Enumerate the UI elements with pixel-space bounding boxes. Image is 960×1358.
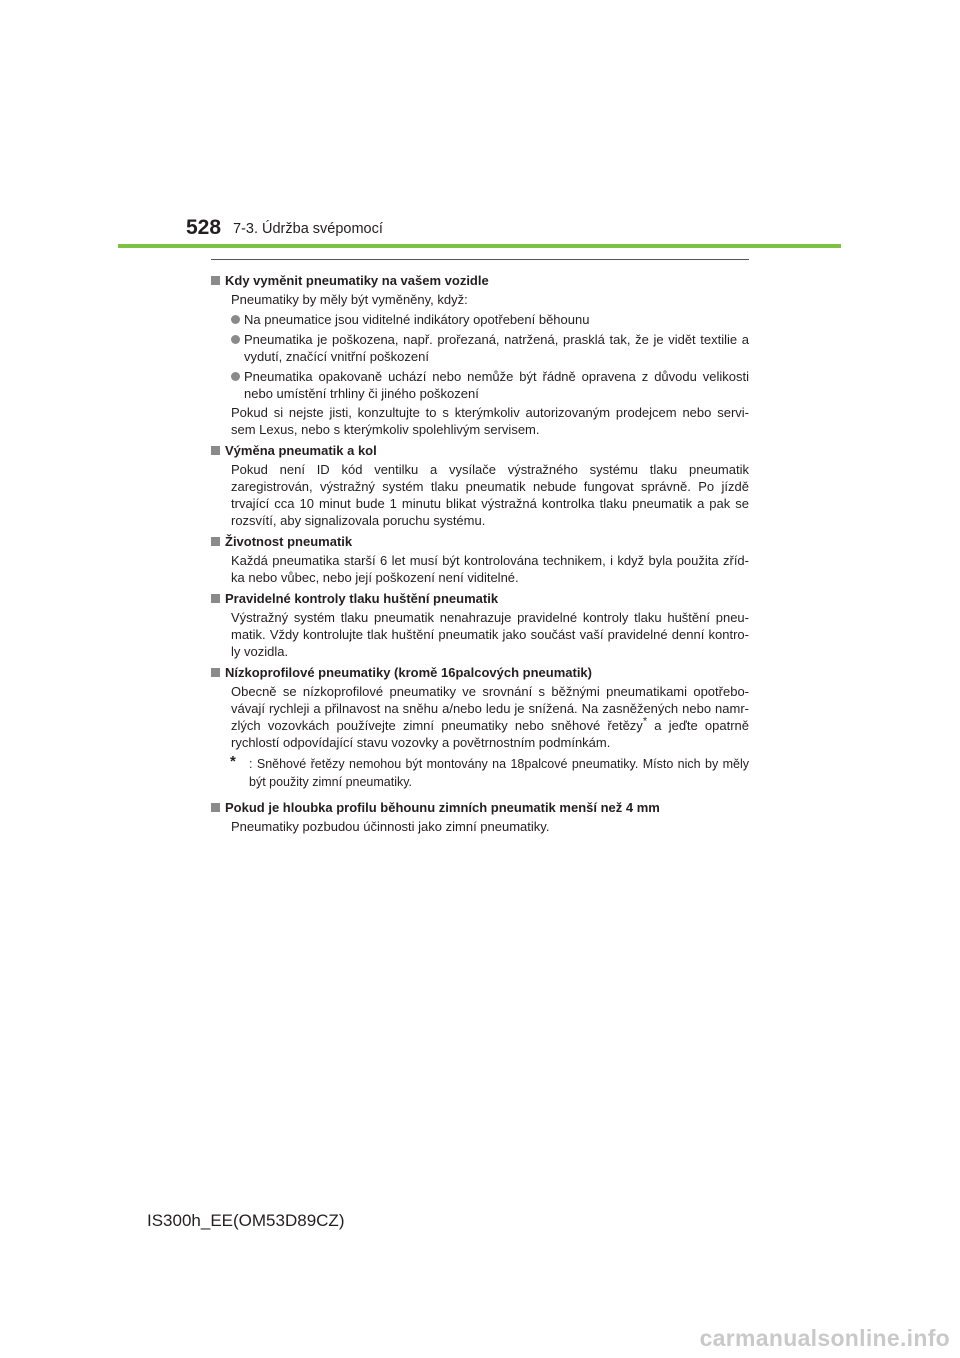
content-divider xyxy=(211,259,749,260)
section-text: Každá pneumatika starší 6 let musí být kontrolována technikem, i když byla použita zříd-ka nebo vůbec, nebo její poškození není viditelné. xyxy=(231,553,749,585)
section-outro: Pokud si nejste jisti, konzultujte to s kterýmkoliv autorizovaným prodejcem nebo servi-sem Lexus, nebo s kterýmkoliv spolehlivým servisem. xyxy=(231,405,749,437)
section-tire-wheel-replacement xyxy=(211,442,749,529)
section-heading: Nízkoprofilové pneumatiky (kromě 16palcových pneumatik) xyxy=(211,664,749,681)
section-tire-life xyxy=(211,533,749,586)
section-intro: Pneumatiky by měly být vyměněny, když: xyxy=(231,292,468,307)
footnote-mark: * xyxy=(230,753,236,770)
model-code: IS300h_EE(OM53D89CZ) xyxy=(147,1211,345,1230)
square-bullet-icon xyxy=(211,668,220,677)
square-bullet-icon xyxy=(211,594,220,603)
footnote: * : Sněhové řetězy nemohou být montovány na 18palcové pneumatiky. Místo nich by měly být použity zimní pneumatiky. xyxy=(230,753,749,789)
page-content xyxy=(211,268,749,835)
round-bullet-icon xyxy=(231,315,240,324)
section-heading: Pravidelné kontroly tlaku huštění pneumatik xyxy=(211,590,749,607)
section-low-profile-tires xyxy=(211,664,749,791)
header-accent-bar xyxy=(118,244,841,248)
watermark: carmanualsonline.info xyxy=(699,1325,950,1351)
section-winter-tread-depth xyxy=(211,799,749,835)
section-heading: Pokud je hloubka profilu běhounu zimních pneumatik menší než 4 mm xyxy=(211,799,749,816)
square-bullet-icon xyxy=(211,276,220,285)
square-bullet-icon xyxy=(211,537,220,546)
footnote-asterisk: * xyxy=(642,715,648,728)
section-heading: Kdy vyměnit pneumatiky na vašem vozidle xyxy=(211,272,749,289)
section-when-to-replace xyxy=(211,272,749,438)
section-text: Obecně se nízkoprofilové pneumatiky ve srovnání s běžnými pneumatikami opotřebo-vávají rychleji a přilnavost na sněhu a/nebo ledu je snížená. Na zasněžených nebo namr-zlých vozovkách používejte zimní pneumatiky nebo sněhové řetězy* a jeďte opatrně rychlostí odpovídající stavu vozovky a povětrnostním podmínkám. xyxy=(231,684,750,750)
page-header xyxy=(0,0,960,250)
section-heading: Životnost pneumatik xyxy=(211,533,749,550)
section-pressure-checks xyxy=(211,590,749,660)
list-item: Na pneumatice jsou viditelné indikátory opotřebení běhounu xyxy=(211,311,749,328)
square-bullet-icon xyxy=(211,446,220,455)
list-item: Pneumatika opakovaně uchází nebo nemůže být řádně opravena z důvodu velikosti nebo umístění trhliny či jiného poškození xyxy=(211,368,749,402)
round-bullet-icon xyxy=(231,372,240,381)
list-item: Pneumatika je poškozena, např. prořezaná, natržená, prasklá tak, že je vidět textilie a vydutí, značící vnitřní poškození xyxy=(211,331,749,365)
square-bullet-icon xyxy=(211,803,220,812)
section-title: 7-3. Údržba svépomocí xyxy=(233,221,383,237)
page-number: 528 xyxy=(186,216,222,239)
section-text: Pokud není ID kód ventilku a vysílače výstražného systému tlaku pneumatik zaregistrován, výstražný systém tlaku pneumatik nebude fungovat správně. Po jízdě trvající cca 10 minut bude 1 minutu blikat výstražná kontrolka tlaku pneumatik a pak se rozsvítí, aby signalizovala poruchu systému. xyxy=(231,462,749,528)
section-heading: Výměna pneumatik a kol xyxy=(211,442,749,459)
round-bullet-icon xyxy=(231,335,240,344)
section-text: Výstražný systém tlaku pneumatik nenahrazuje pravidelné kontroly tlaku huštění pneu-matik. Vždy kontrolujte tlak huštění pneumatik jako součást vaší pravidelné denní kontro-ly vozidla. xyxy=(231,610,749,659)
section-text: Pneumatiky pozbudou účinnosti jako zimní pneumatiky. xyxy=(231,819,550,834)
